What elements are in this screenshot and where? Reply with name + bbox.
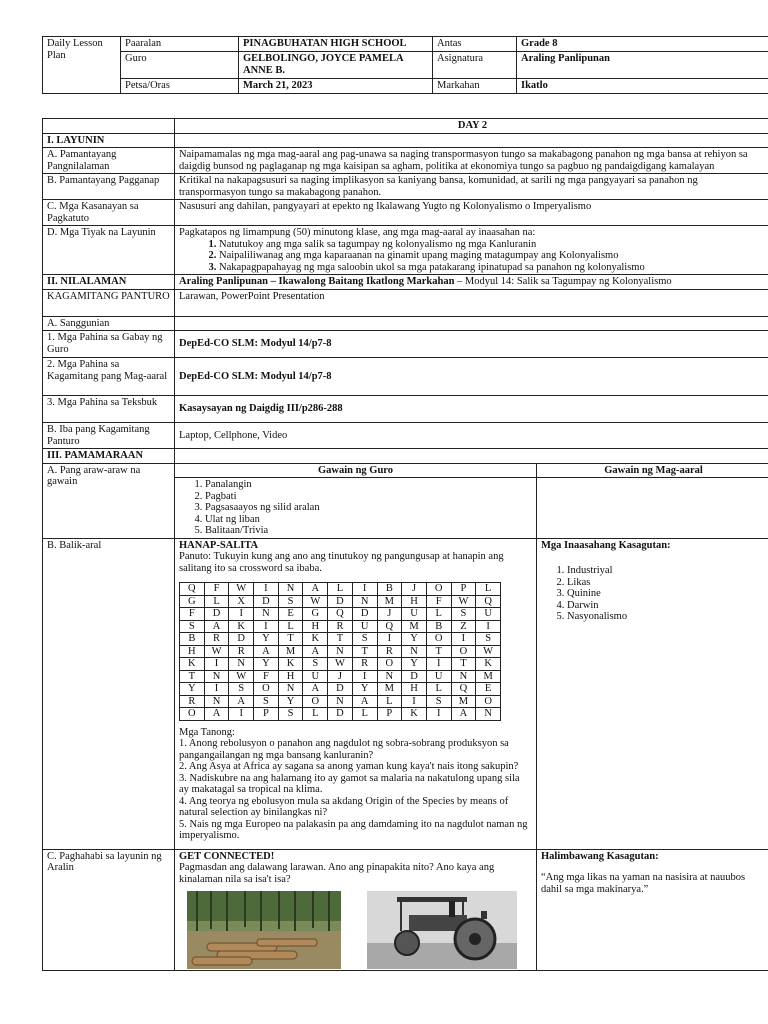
list-item: 3. Quinine <box>567 588 766 600</box>
grid-cell: T <box>426 645 451 658</box>
nilalaman-cell <box>175 275 768 290</box>
grid-cell: W <box>229 670 254 683</box>
grid-cell: L <box>377 695 402 708</box>
day-label: DAY 2 <box>175 119 768 134</box>
grid-row <box>180 620 501 633</box>
grid-cell: O <box>303 695 328 708</box>
grid-cell: A <box>229 695 254 708</box>
kagamitang-mag-aaral-label: 2. Mga Pahina sa Kagamitang pang Mag-aaral <box>43 358 175 396</box>
grid-cell: Y <box>402 633 427 646</box>
objectives-list <box>179 239 766 274</box>
grid-cell: N <box>352 595 377 608</box>
grid-row <box>180 645 501 658</box>
quarter-value: Ikatlo <box>517 79 768 94</box>
grid-cell: Z <box>451 620 476 633</box>
grid-cell: D <box>352 608 377 621</box>
grid-cell: A <box>204 708 229 721</box>
grid-cell: N <box>204 670 229 683</box>
date-value: March 21, 2023 <box>239 79 433 94</box>
grid-cell: Q <box>180 583 205 596</box>
grid-cell: Y <box>402 658 427 671</box>
grid-cell: H <box>303 620 328 633</box>
grid-cell: D <box>254 595 279 608</box>
grid-row <box>180 708 501 721</box>
grid-cell: N <box>451 670 476 683</box>
grid-cell: S <box>352 633 377 646</box>
grid-cell: G <box>180 595 205 608</box>
grid-cell: I <box>451 633 476 646</box>
tiyak-na-layunin-intro: Pagkatapos ng limampung (50) minutong klase, ang mga mag-aaral ay inaasahan na: <box>179 227 536 238</box>
grid-cell: P <box>377 708 402 721</box>
questions-title: Mga Tanong: <box>179 726 235 738</box>
grid-cell: M <box>402 620 427 633</box>
blank-cell <box>175 133 768 148</box>
grid-cell: S <box>303 658 328 671</box>
grid-cell: A <box>352 695 377 708</box>
nilalaman-bold: Araling Panlipunan – Ikawalong Baitang Ikatlong Markahan <box>179 276 455 287</box>
grid-row <box>180 633 501 646</box>
grid-cell: W <box>229 583 254 596</box>
grid-cell: O <box>180 708 205 721</box>
grid-cell: R <box>204 633 229 646</box>
list-item: 5. Balitaan/Trivia <box>205 525 532 537</box>
grid-cell: I <box>426 658 451 671</box>
grid-cell: I <box>352 670 377 683</box>
list-item: 5. Nasyonalismo <box>567 611 766 623</box>
grid-cell: S <box>180 620 205 633</box>
balik-aral-cell <box>175 538 537 849</box>
grid-cell: M <box>377 683 402 696</box>
grid-row <box>180 695 501 708</box>
list-item: 2. Naipaliliwanag ang mga kaparaanan na ginamit upang maging matagumpay ang Kolonyalismo <box>219 250 766 262</box>
question-item: 3. Nadiskubre na ang halamang ito ay gamot sa malaria na nakatulong upang sila ay makatagal sa tropical na klima. <box>179 772 520 795</box>
hanap-salita-title: HANAP-SALITA <box>179 539 259 551</box>
kagamitan-value: Larawan, PowerPoint Presentation <box>175 289 768 316</box>
grid-cell: H <box>278 670 303 683</box>
grid-cell: T <box>278 633 303 646</box>
grid-cell: J <box>402 583 427 596</box>
question-item: 2. Ang Asya at Africa ay sagana sa anong yaman kung kaya't nais itong sakupin? <box>179 761 519 772</box>
grid-cell: K <box>229 620 254 633</box>
grid-cell: J <box>377 608 402 621</box>
tiyak-na-layunin-label: D. Mga Tiyak na Layunin <box>43 226 175 275</box>
grid-cell: W <box>476 645 501 658</box>
grid-cell: I <box>352 583 377 596</box>
pang-araw-araw-label: A. Pang araw-araw na gawain <box>43 463 175 538</box>
grid-cell: Y <box>254 658 279 671</box>
level-label: Antas <box>433 37 517 52</box>
grid-cell: Q <box>377 620 402 633</box>
photos-row <box>179 891 532 969</box>
list-item: 4. Darwin <box>567 600 766 612</box>
question-item: 1. Anong rebolusyon o panahon ang nagdulot ng sobra-sobrang produksyon sa pangangailangan ng mga bansang kanluranin? <box>179 738 509 761</box>
grid-cell: N <box>328 695 353 708</box>
grid-cell: D <box>204 608 229 621</box>
grid-cell: E <box>476 683 501 696</box>
gabay-guro-label: 1. Mga Pahina sa Gabay ng Guro <box>43 331 175 358</box>
grid-cell: K <box>303 633 328 646</box>
grid-cell: R <box>229 645 254 658</box>
grid-cell: Q <box>451 683 476 696</box>
grid-cell: U <box>476 608 501 621</box>
gawain-guro-header: Gawain ng Guro <box>175 463 537 478</box>
iba-pang-kagamitan-label: B. Iba pang Kagamitang Panturo <box>43 423 175 449</box>
grid-cell: Y <box>180 683 205 696</box>
steam-tractor-image <box>367 891 517 969</box>
grid-cell: A <box>303 645 328 658</box>
grid-cell: T <box>451 658 476 671</box>
grid-cell: S <box>278 708 303 721</box>
grid-cell: N <box>278 683 303 696</box>
grid-cell: K <box>180 658 205 671</box>
grid-cell: F <box>426 595 451 608</box>
grid-cell: I <box>426 708 451 721</box>
subject-label: Asignatura <box>433 52 517 79</box>
teacher-name: GELBOLINGO, JOYCE PAMELA ANNE B. <box>239 52 433 79</box>
grid-cell: A <box>451 708 476 721</box>
kasanayan-text: Nasusuri ang dahilan, pangyayari at epekto ng Ikalawang Yugto ng Kolonyalismo o Imperyalismo <box>175 200 768 226</box>
list-item: 1. Panalangin <box>205 479 532 491</box>
grid-cell: U <box>352 620 377 633</box>
grid-cell: I <box>254 620 279 633</box>
list-item: 1. Industriyal <box>567 565 766 577</box>
grid-cell: A <box>303 683 328 696</box>
grid-cell: W <box>303 595 328 608</box>
logged-forest-image <box>187 891 341 969</box>
level-value: Grade 8 <box>517 37 768 52</box>
grid-cell: Y <box>254 633 279 646</box>
balik-aral-answers-cell <box>537 538 768 849</box>
grid-cell: N <box>377 670 402 683</box>
grid-cell: W <box>328 658 353 671</box>
grid-cell: H <box>402 683 427 696</box>
header-table <box>42 36 768 94</box>
grid-cell: A <box>303 583 328 596</box>
grid-cell: I <box>476 620 501 633</box>
question-item: 4. Ang teorya ng ebolusyon mula sa akdang Origin of the Species by means of natural selection ay binilangkas ni? <box>179 795 509 818</box>
grid-row <box>180 670 501 683</box>
grid-cell: S <box>476 633 501 646</box>
answers-list <box>541 565 766 623</box>
grid-cell: S <box>229 683 254 696</box>
list-item: 1. Natutukoy ang mga salik sa tagumpay ng kolonyalismo ng mga Kanluranin <box>219 239 766 251</box>
grid-cell: F <box>180 608 205 621</box>
blank-cell <box>175 316 768 331</box>
pamantayang-pagganap-label: B. Pamantayang Pagganap <box>43 174 175 200</box>
teksbuk-label: 3. Mga Pahina sa Teksbuk <box>43 396 175 423</box>
grid-cell: N <box>278 583 303 596</box>
word-search-grid <box>179 582 501 721</box>
hanap-salita-instruction: Panuto: Tukuyin kung ang ano ang tinutukoy ng pangungusap at hanapin ang salitang ito sa crossword sa ibaba. <box>179 551 504 574</box>
grid-cell: I <box>402 695 427 708</box>
grid-cell: O <box>476 695 501 708</box>
grid-row <box>180 595 501 608</box>
grid-cell: P <box>451 583 476 596</box>
grid-cell: L <box>476 583 501 596</box>
grid-cell: I <box>204 658 229 671</box>
list-item: 3. Pagsasaayos ng silid aralan <box>205 502 532 514</box>
grid-cell: U <box>303 670 328 683</box>
grid-cell: E <box>278 608 303 621</box>
grid-cell: T <box>352 645 377 658</box>
grid-cell: S <box>426 695 451 708</box>
dlp-label: Daily Lesson Plan <box>43 37 121 94</box>
grid-cell: I <box>229 708 254 721</box>
grid-cell: Q <box>328 608 353 621</box>
answers-title: Mga Inaasahang Kasagutan: <box>541 539 671 551</box>
grid-cell: L <box>303 708 328 721</box>
grid-row <box>180 658 501 671</box>
grid-cell: S <box>451 608 476 621</box>
grid-cell: F <box>254 670 279 683</box>
paghahabi-cell <box>175 849 537 971</box>
gabay-guro-value: DepEd-CO SLM: Modyul 14/p7-8 <box>175 331 768 358</box>
pamantayang-pangnilalaman-label: A. Pamantayang Pangnilalaman <box>43 148 175 174</box>
grid-cell: X <box>229 595 254 608</box>
pamantayang-pangnilalaman-text: Naipamamalas ng mga mag-aaral ang pag-unawa sa naging transpormasyon tungo sa makabagong panahon ng mga bansa at rehiyon sa daigdig bunsod ng paglaganap ng mga kaisipan sa agham, politika at ekonomiya tungo sa pagbuo ng pandaigdigang kamalayan <box>175 148 768 174</box>
grid-cell: N <box>254 608 279 621</box>
grid-cell: O <box>254 683 279 696</box>
halimbawang-kasagutan-title: Halimbawang Kasagutan: <box>541 850 659 862</box>
teksbuk-value: Kasaysayan ng Daigdig III/p286-288 <box>175 396 768 423</box>
grid-cell: R <box>180 695 205 708</box>
grid-cell: Q <box>476 595 501 608</box>
sanggunian-label: A. Sanggunian <box>43 316 175 331</box>
grid-cell: N <box>402 645 427 658</box>
grid-cell: M <box>451 695 476 708</box>
blank-cell <box>175 449 768 464</box>
grid-cell: O <box>377 658 402 671</box>
grid-cell: N <box>476 708 501 721</box>
grid-cell: H <box>402 595 427 608</box>
grid-row <box>180 583 501 596</box>
iba-pang-kagamitan-value: Laptop, Cellphone, Video <box>175 423 768 449</box>
subject-value: Araling Panlipunan <box>517 52 768 79</box>
gawain-mag-aaral-header: Gawain ng Mag-aaral <box>537 463 768 478</box>
grid-cell: R <box>377 645 402 658</box>
grid-cell: I <box>204 683 229 696</box>
list-item: 2. Pagbati <box>205 491 532 503</box>
halimbawang-kasagutan-text: “Ang mga likas na yaman na nasisira at nauubos dahil sa mga makinarya.” <box>541 872 746 895</box>
question-item: 5. Nais ng mga Europeo na palakasin pa ang damdaming ito na nagdulot naman ng imperyalismo. <box>179 818 528 841</box>
grid-cell: D <box>402 670 427 683</box>
grid-cell: L <box>328 583 353 596</box>
paghahabi-answers-cell <box>537 849 768 971</box>
grid-cell: D <box>328 595 353 608</box>
grid-cell: A <box>204 620 229 633</box>
grid-cell: S <box>254 695 279 708</box>
grid-cell: K <box>402 708 427 721</box>
quarter-label: Markahan <box>433 79 517 94</box>
grid-cell: L <box>426 608 451 621</box>
grid-cell: L <box>204 595 229 608</box>
blank-cell <box>537 478 768 539</box>
grid-cell: I <box>254 583 279 596</box>
grid-cell: K <box>476 658 501 671</box>
grid-cell: O <box>426 633 451 646</box>
grid-cell: I <box>229 608 254 621</box>
date-label: Petsa/Oras <box>121 79 239 94</box>
grid-cell: Y <box>278 695 303 708</box>
get-connected-text: Pagmasdan ang dalawang larawan. Ano ang pinapakita nito? Ano kaya ang kinalaman nila sa isa't isa? <box>179 862 495 885</box>
teacher-label: Guro <box>121 52 239 79</box>
balik-aral-label: B. Balik-aral <box>43 538 175 849</box>
blank-cell <box>43 119 175 134</box>
grid-cell: F <box>204 583 229 596</box>
routine-cell <box>175 478 537 539</box>
grid-cell: T <box>180 670 205 683</box>
list-item: 3. Nakapagpapahayag ng mga saloobin ukol sa mga patakarang ipinatupad sa panahon ng kolonyalismo <box>219 262 766 274</box>
list-item: 2. Likas <box>567 577 766 589</box>
paghahabi-label: C. Paghahabi sa layunin ng Aralin <box>43 849 175 971</box>
grid-cell: H <box>180 645 205 658</box>
routine-list <box>179 479 532 537</box>
grid-cell: N <box>204 695 229 708</box>
school-name: PINAGBUHATAN HIGH SCHOOL <box>239 37 433 52</box>
list-item: 4. Ulat ng liban <box>205 514 532 526</box>
grid-cell: O <box>426 583 451 596</box>
nilalaman-title: II. NILALAMAN <box>43 275 175 290</box>
kagamitan-title: KAGAMITANG PANTURO <box>43 289 175 316</box>
grid-cell: D <box>328 683 353 696</box>
grid-cell: L <box>278 620 303 633</box>
grid-cell: D <box>229 633 254 646</box>
school-label: Paaralan <box>121 37 239 52</box>
grid-cell: M <box>377 595 402 608</box>
pamantayang-pagganap-text: Kritikal na nakapagsusuri sa naging implikasyon sa kaniyang bansa, komunidad, at sarili ng mga pangyayari sa panahon ng transpormasyon tungo sa makabagong panahon. <box>175 174 768 200</box>
grid-cell: S <box>278 595 303 608</box>
grid-cell: R <box>352 658 377 671</box>
tiyak-na-layunin-cell <box>175 226 768 275</box>
grid-cell: J <box>328 670 353 683</box>
grid-cell: I <box>377 633 402 646</box>
grid-cell: B <box>180 633 205 646</box>
get-connected-title: GET CONNECTED! <box>179 850 275 862</box>
kagamitang-mag-aaral-value: DepEd-CO SLM: Modyul 14/p7-8 <box>175 358 768 396</box>
grid-cell: W <box>451 595 476 608</box>
grid-cell: M <box>476 670 501 683</box>
grid-cell: U <box>402 608 427 621</box>
grid-cell: T <box>328 633 353 646</box>
grid-cell: N <box>229 658 254 671</box>
grid-cell: B <box>377 583 402 596</box>
grid-cell: M <box>278 645 303 658</box>
grid-row <box>180 683 501 696</box>
grid-cell: Y <box>352 683 377 696</box>
grid-cell: B <box>426 620 451 633</box>
lesson-table <box>42 118 768 971</box>
grid-cell: A <box>254 645 279 658</box>
grid-cell: R <box>328 620 353 633</box>
kasanayan-label: C. Mga Kasanayan sa Pagkatuto <box>43 200 175 226</box>
grid-cell: D <box>328 708 353 721</box>
grid-cell: U <box>426 670 451 683</box>
grid-cell: P <box>254 708 279 721</box>
nilalaman-rest: – Modyul 14: Salik sa Tagumpay ng Kolonyalismo <box>454 276 672 287</box>
layunin-title: I. LAYUNIN <box>43 133 175 148</box>
grid-cell: O <box>451 645 476 658</box>
grid-cell: L <box>352 708 377 721</box>
grid-cell: K <box>278 658 303 671</box>
questions-block <box>179 727 532 842</box>
pamamaraan-title: III. PAMAMARAAN <box>43 449 175 464</box>
grid-cell: G <box>303 608 328 621</box>
grid-row <box>180 608 501 621</box>
grid-cell: L <box>426 683 451 696</box>
grid-cell: N <box>328 645 353 658</box>
grid-cell: W <box>204 645 229 658</box>
